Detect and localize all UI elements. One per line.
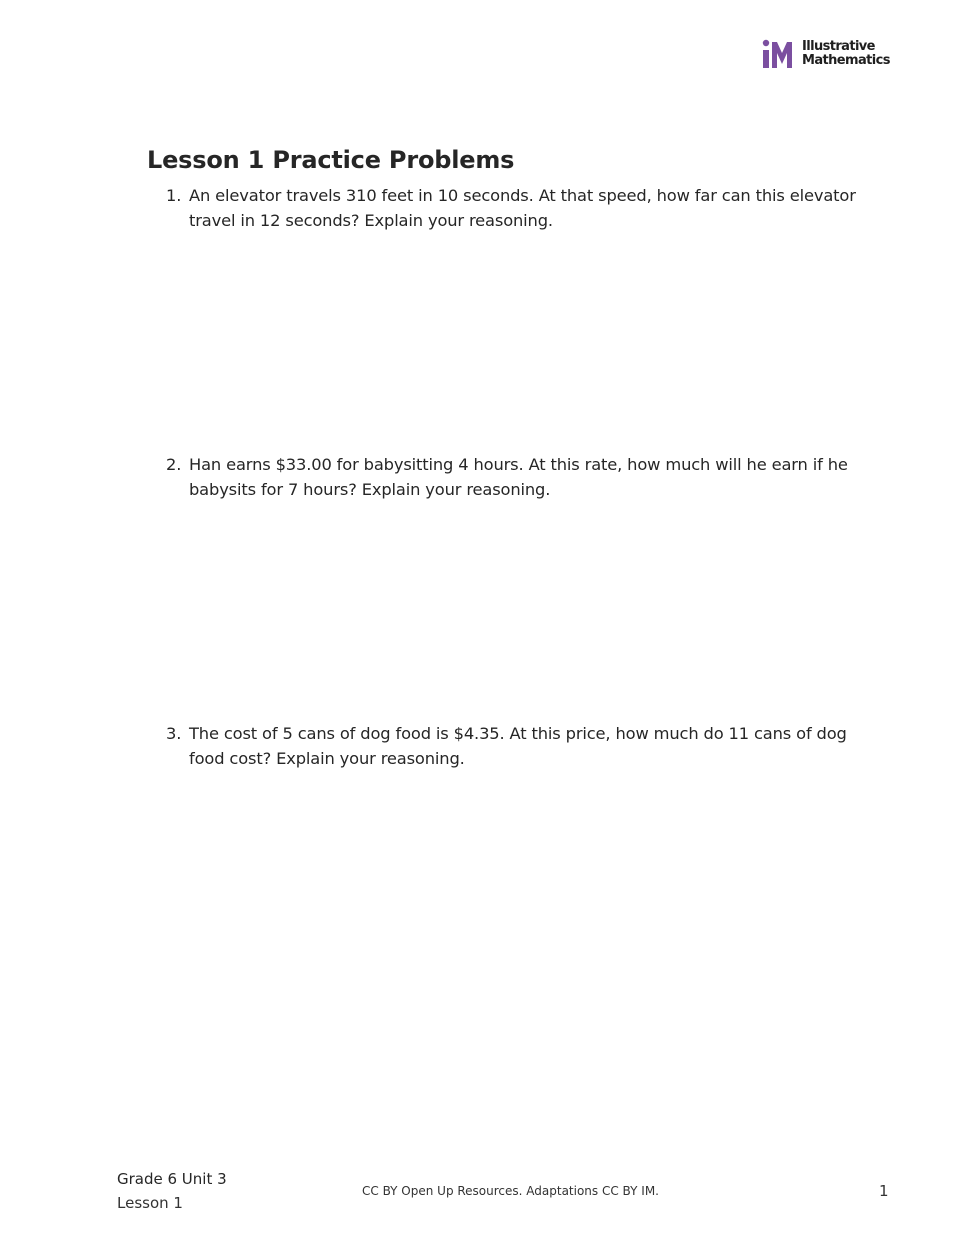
problem-text-line: travel in 12 seconds? Explain your reasoning. (189, 210, 553, 230)
problem-1 (166, 184, 866, 233)
problem-number: 1. (166, 186, 182, 205)
logo-wordmark (802, 40, 890, 68)
problem-2 (166, 453, 866, 502)
problem-text-line: The cost of 5 cans of dog food is $4.35. At this price, how much do 11 cans of dog (189, 724, 847, 743)
problem-text-line: Han earns $33.00 for babysitting 4 hours. At this rate, how much will he earn if he (189, 455, 848, 474)
problem-3 (166, 722, 866, 771)
page-title: Lesson 1 Practice Problems (147, 146, 515, 174)
im-logo-icon (760, 39, 798, 71)
logo-line-2: Mathematics (802, 53, 890, 68)
page-number: 1 (879, 1182, 889, 1200)
problem-text-line: food cost? Explain your reasoning. (189, 748, 465, 768)
footer-grade-unit: Grade 6 Unit 3 (117, 1170, 227, 1188)
problem-text-line: babysits for 7 hours? Explain your reasoning. (189, 479, 551, 499)
problem-text-line: An elevator travels 310 feet in 10 seconds. At that speed, how far can this elevator (189, 186, 856, 205)
footer-lesson: Lesson 1 (117, 1194, 183, 1212)
problem-number: 3. (166, 724, 182, 743)
logo-line-1: Illustrative (802, 39, 875, 54)
problem-number: 2. (166, 455, 182, 474)
footer-license: CC BY Open Up Resources. Adaptations CC BY IM. (362, 1184, 659, 1198)
im-logo (760, 39, 900, 71)
